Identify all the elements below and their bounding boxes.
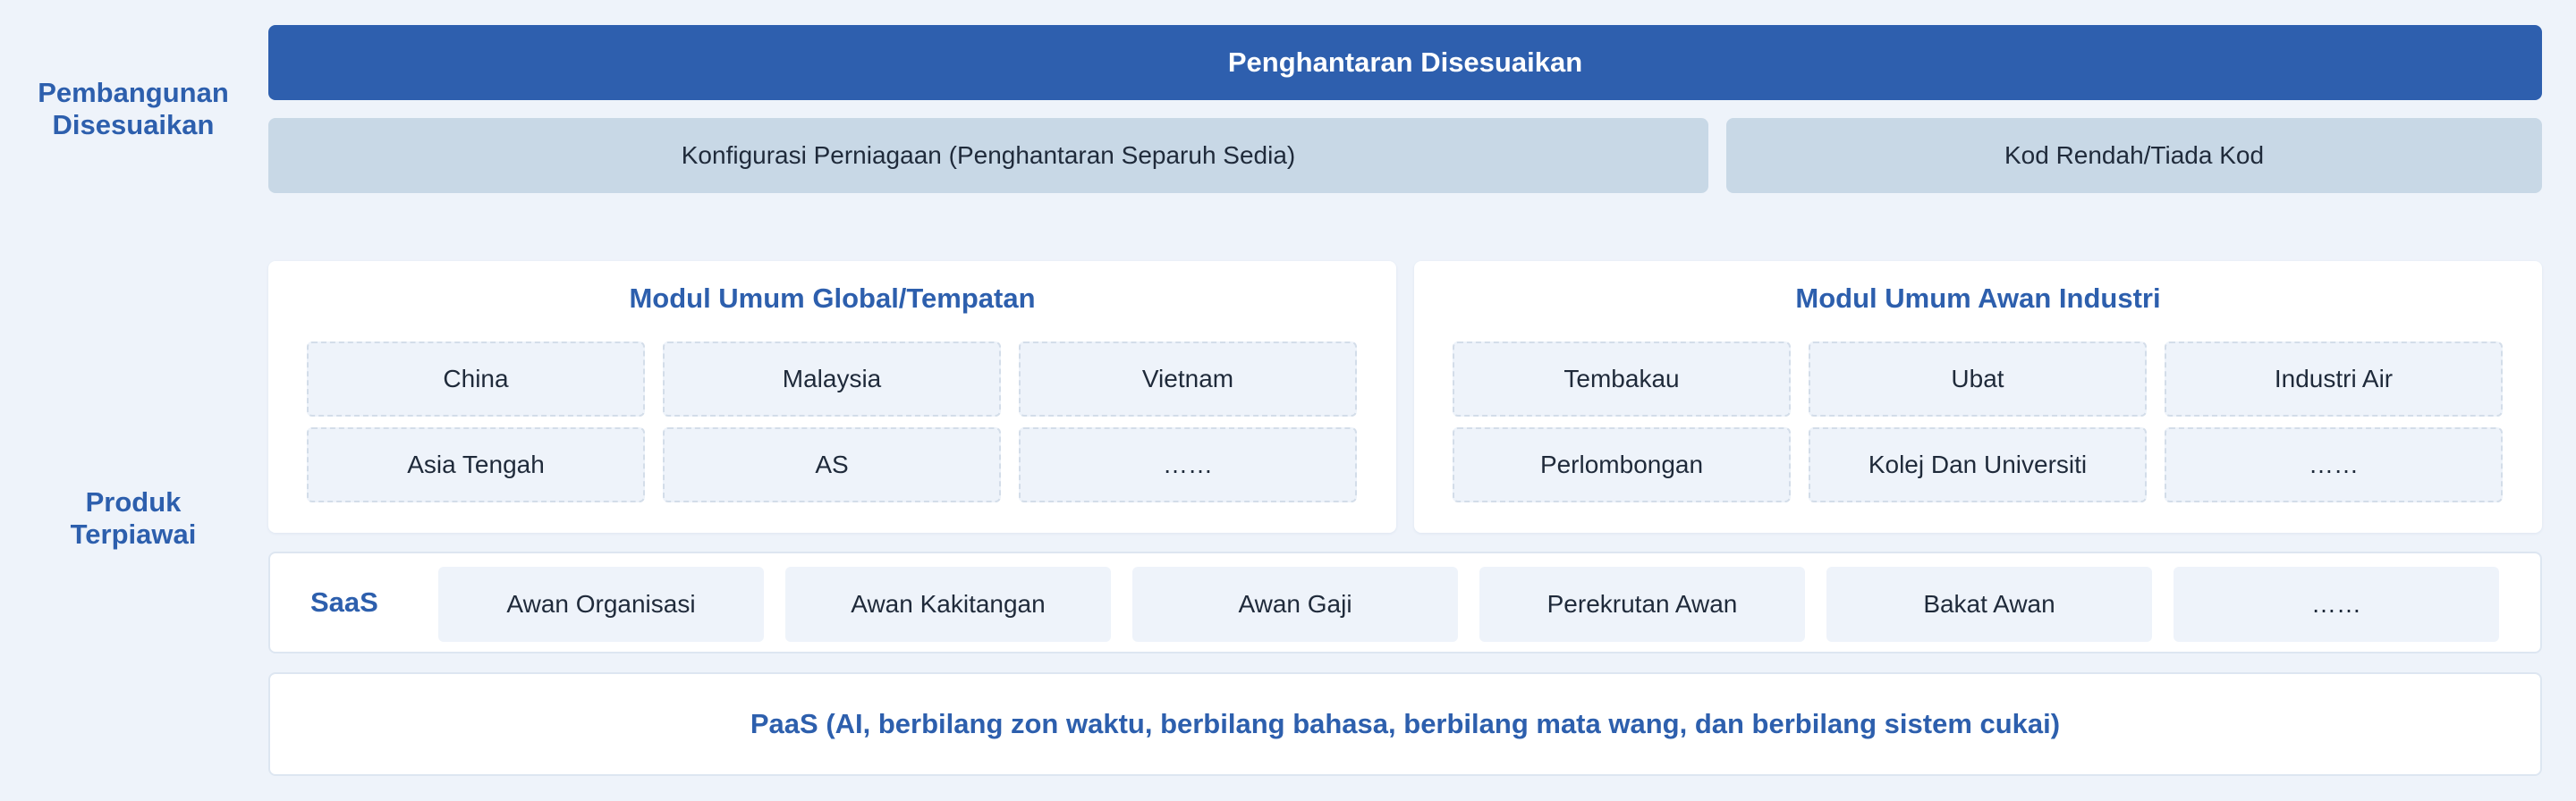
module-chip-central-asia: Asia Tengah bbox=[307, 427, 645, 502]
saas-chip-payroll-cloud: Awan Gaji bbox=[1132, 567, 1458, 642]
low-code-box: Kod Rendah/Tiada Kod bbox=[1726, 118, 2542, 193]
industry-modules-grid bbox=[1453, 341, 2503, 502]
saas-label: SaaS bbox=[310, 586, 378, 618]
side-label-skilled-product bbox=[0, 486, 267, 551]
business-config-box: Konfigurasi Perniagaan (Penghantaran Separuh Sedia) bbox=[268, 118, 1708, 193]
saas-chip-employee-cloud: Awan Kakitangan bbox=[785, 567, 1111, 642]
module-chip-more: …… bbox=[1019, 427, 1357, 502]
module-chip-medicine: Ubat bbox=[1809, 341, 2147, 417]
global-modules-grid bbox=[307, 341, 1357, 502]
custom-delivery-banner: Penghantaran Disesuaikan bbox=[268, 25, 2542, 100]
global-modules-title: Modul Umum Global/Tempatan bbox=[629, 282, 1036, 314]
industry-modules-title: Modul Umum Awan Industri bbox=[1795, 282, 2161, 314]
module-chip-colleges: Kolej Dan Universiti bbox=[1809, 427, 2147, 502]
module-chip-us: AS bbox=[663, 427, 1001, 502]
side-label-custom-build bbox=[0, 77, 267, 141]
module-chip-mining: Perlombongan bbox=[1453, 427, 1791, 502]
module-chip-vietnam: Vietnam bbox=[1019, 341, 1357, 417]
saas-chip-more: …… bbox=[2174, 567, 2499, 642]
saas-chip-organization-cloud: Awan Organisasi bbox=[438, 567, 764, 642]
industry-modules-panel bbox=[1414, 261, 2542, 533]
paas-panel: PaaS (AI, berbilang zon waktu, berbilang bahasa, berbilang mata wang, dan berbilang sistem cukai) bbox=[268, 672, 2542, 776]
module-chip-china: China bbox=[307, 341, 645, 417]
saas-items bbox=[438, 567, 2499, 642]
global-modules-panel bbox=[268, 261, 1396, 533]
side-label-line: Disesuaikan bbox=[52, 109, 215, 140]
side-label-line: Terpiawai bbox=[70, 519, 197, 550]
saas-chip-recruitment-cloud: Perekrutan Awan bbox=[1479, 567, 1805, 642]
module-chip-malaysia: Malaysia bbox=[663, 341, 1001, 417]
side-label-line: Pembangunan bbox=[38, 77, 229, 108]
side-label-line: Produk bbox=[85, 486, 182, 518]
saas-chip-talent-cloud: Bakat Awan bbox=[1826, 567, 2152, 642]
module-chip-more: …… bbox=[2165, 427, 2503, 502]
module-chip-tobacco: Tembakau bbox=[1453, 341, 1791, 417]
saas-panel bbox=[268, 552, 2542, 653]
module-chip-water-industry: Industri Air bbox=[2165, 341, 2503, 417]
